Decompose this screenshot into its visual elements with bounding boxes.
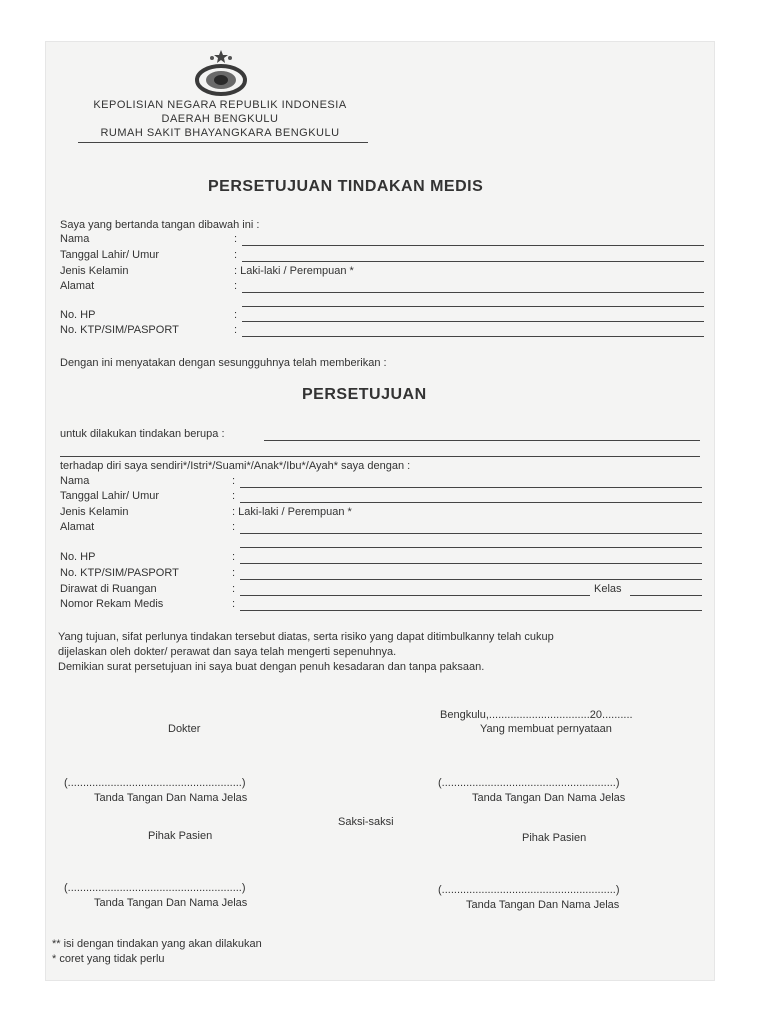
footnote-1: ** isi dengan tindakan yang akan dilakukan bbox=[52, 938, 262, 950]
colon: : bbox=[234, 233, 238, 245]
paragraph-line-1: Yang tujuan, sifat perlunya tindakan tersebut diatas, serta risiko yang dapat ditimbulkanny telah cukup bbox=[58, 631, 554, 643]
tindakan-field[interactable] bbox=[264, 440, 700, 441]
place-date: Bengkulu,.................................20.......... bbox=[440, 709, 633, 721]
signature-blank-dokter[interactable]: (.........................................................) bbox=[64, 777, 246, 789]
dirawat-field[interactable] bbox=[240, 595, 590, 596]
header-line-2: DAERAH BENGKULU bbox=[161, 113, 279, 125]
signer-ktp-label: No. KTP/SIM/PASPORT bbox=[60, 324, 179, 336]
colon: : bbox=[234, 324, 238, 336]
signature-caption-maker: Tanda Tangan Dan Nama Jelas bbox=[472, 792, 626, 804]
terhadap-text: terhadap diri saya sendiri*/Istri*/Suami*/Anak*/Ibu*/Ayah* saya dengan : bbox=[60, 460, 411, 472]
patient-tanggal-field[interactable] bbox=[240, 502, 702, 503]
header-line-3: RUMAH SAKIT BHAYANGKARA BENGKULU bbox=[100, 127, 340, 139]
dokter-label: Dokter bbox=[168, 723, 201, 735]
signer-tanggal-label: Tanggal Lahir/ Umur bbox=[60, 249, 160, 261]
colon: : bbox=[232, 583, 236, 595]
intro-text: Saya yang bertanda tangan dibawah ini : bbox=[60, 219, 260, 231]
rekam-medis-label: Nomor Rekam Medis bbox=[60, 598, 164, 610]
patient-nama-field[interactable] bbox=[240, 487, 702, 488]
header-underline bbox=[78, 142, 368, 143]
colon: : bbox=[232, 490, 236, 502]
signer-hp-label: No. HP bbox=[60, 309, 96, 321]
subtitle-persetujuan: PERSETUJUAN bbox=[302, 386, 427, 403]
patient-tanggal-label: Tanggal Lahir/ Umur bbox=[60, 490, 160, 502]
colon: : bbox=[232, 521, 236, 533]
pihak-pasien-right: Pihak Pasien bbox=[522, 832, 587, 844]
signer-tanggal-field[interactable] bbox=[242, 261, 704, 262]
colon: : bbox=[232, 598, 236, 610]
signer-ktp-field[interactable] bbox=[242, 336, 704, 337]
declaration-text: Dengan ini menyatakan dengan sesungguhnya telah memberikan : bbox=[60, 357, 387, 369]
patient-nama-label: Nama bbox=[60, 475, 90, 487]
signer-nama-label: Nama bbox=[60, 233, 90, 245]
paragraph-line-2: dijelaskan oleh dokter/ perawat dan saya telah mengerti sepenuhnya. bbox=[58, 646, 397, 658]
document-title: PERSETUJUAN TINDAKAN MEDIS bbox=[208, 178, 484, 195]
kelas-label: Kelas bbox=[594, 583, 622, 595]
signature-blank-witness-right[interactable]: (.........................................................) bbox=[438, 884, 620, 896]
maker-label: Yang membuat pernyataan bbox=[480, 723, 612, 735]
colon: : bbox=[234, 249, 238, 261]
tindakan-label: untuk dilakukan tindakan berupa : bbox=[60, 428, 225, 440]
pihak-pasien-left: Pihak Pasien bbox=[148, 830, 213, 842]
dirawat-label: Dirawat di Ruangan bbox=[60, 583, 157, 595]
saksi-label: Saksi-saksi bbox=[338, 816, 394, 828]
patient-alamat-field[interactable] bbox=[240, 533, 702, 534]
kelas-field[interactable] bbox=[630, 595, 702, 596]
patient-ktp-field[interactable] bbox=[240, 579, 702, 580]
signature-blank-witness-left[interactable]: (.........................................................) bbox=[64, 882, 246, 894]
signer-alamat-field-2[interactable] bbox=[242, 306, 704, 307]
footnote-2: * coret yang tidak perlu bbox=[52, 953, 165, 965]
signer-hp-field[interactable] bbox=[242, 321, 704, 322]
paragraph-line-3: Demikian surat persetujuan ini saya buat dengan penuh kesadaran dan tanpa paksaan. bbox=[58, 661, 485, 673]
signer-jenis-value: : Laki-laki / Perempuan * bbox=[234, 265, 354, 277]
signature-caption-dokter: Tanda Tangan Dan Nama Jelas bbox=[94, 792, 248, 804]
patient-alamat-label: Alamat bbox=[60, 521, 95, 533]
signer-alamat-label: Alamat bbox=[60, 280, 95, 292]
rekam-medis-field[interactable] bbox=[240, 610, 702, 611]
colon: : bbox=[232, 567, 236, 579]
signer-jenis-label: Jenis Kelamin bbox=[60, 265, 129, 277]
patient-hp-field[interactable] bbox=[240, 563, 702, 564]
patient-alamat-field-2[interactable] bbox=[240, 547, 702, 548]
colon: : bbox=[232, 551, 236, 563]
signature-blank-maker[interactable]: (.........................................................) bbox=[438, 777, 620, 789]
tindakan-field-2[interactable] bbox=[60, 456, 700, 457]
colon: : bbox=[234, 309, 238, 321]
patient-ktp-label: No. KTP/SIM/PASPORT bbox=[60, 567, 179, 579]
colon: : bbox=[232, 475, 236, 487]
header-line-1: KEPOLISIAN NEGARA REPUBLIK INDONESIA bbox=[93, 99, 347, 111]
signature-caption-witness-right: Tanda Tangan Dan Nama Jelas bbox=[466, 899, 620, 911]
signature-caption-witness-left: Tanda Tangan Dan Nama Jelas bbox=[94, 897, 248, 909]
patient-hp-label: No. HP bbox=[60, 551, 96, 563]
colon: : bbox=[234, 280, 238, 292]
patient-jenis-value: : Laki-laki / Perempuan * bbox=[232, 506, 352, 518]
signer-nama-field[interactable] bbox=[242, 245, 704, 246]
police-emblem-logo bbox=[190, 48, 252, 98]
patient-jenis-label: Jenis Kelamin bbox=[60, 506, 129, 518]
signer-alamat-field[interactable] bbox=[242, 292, 704, 293]
